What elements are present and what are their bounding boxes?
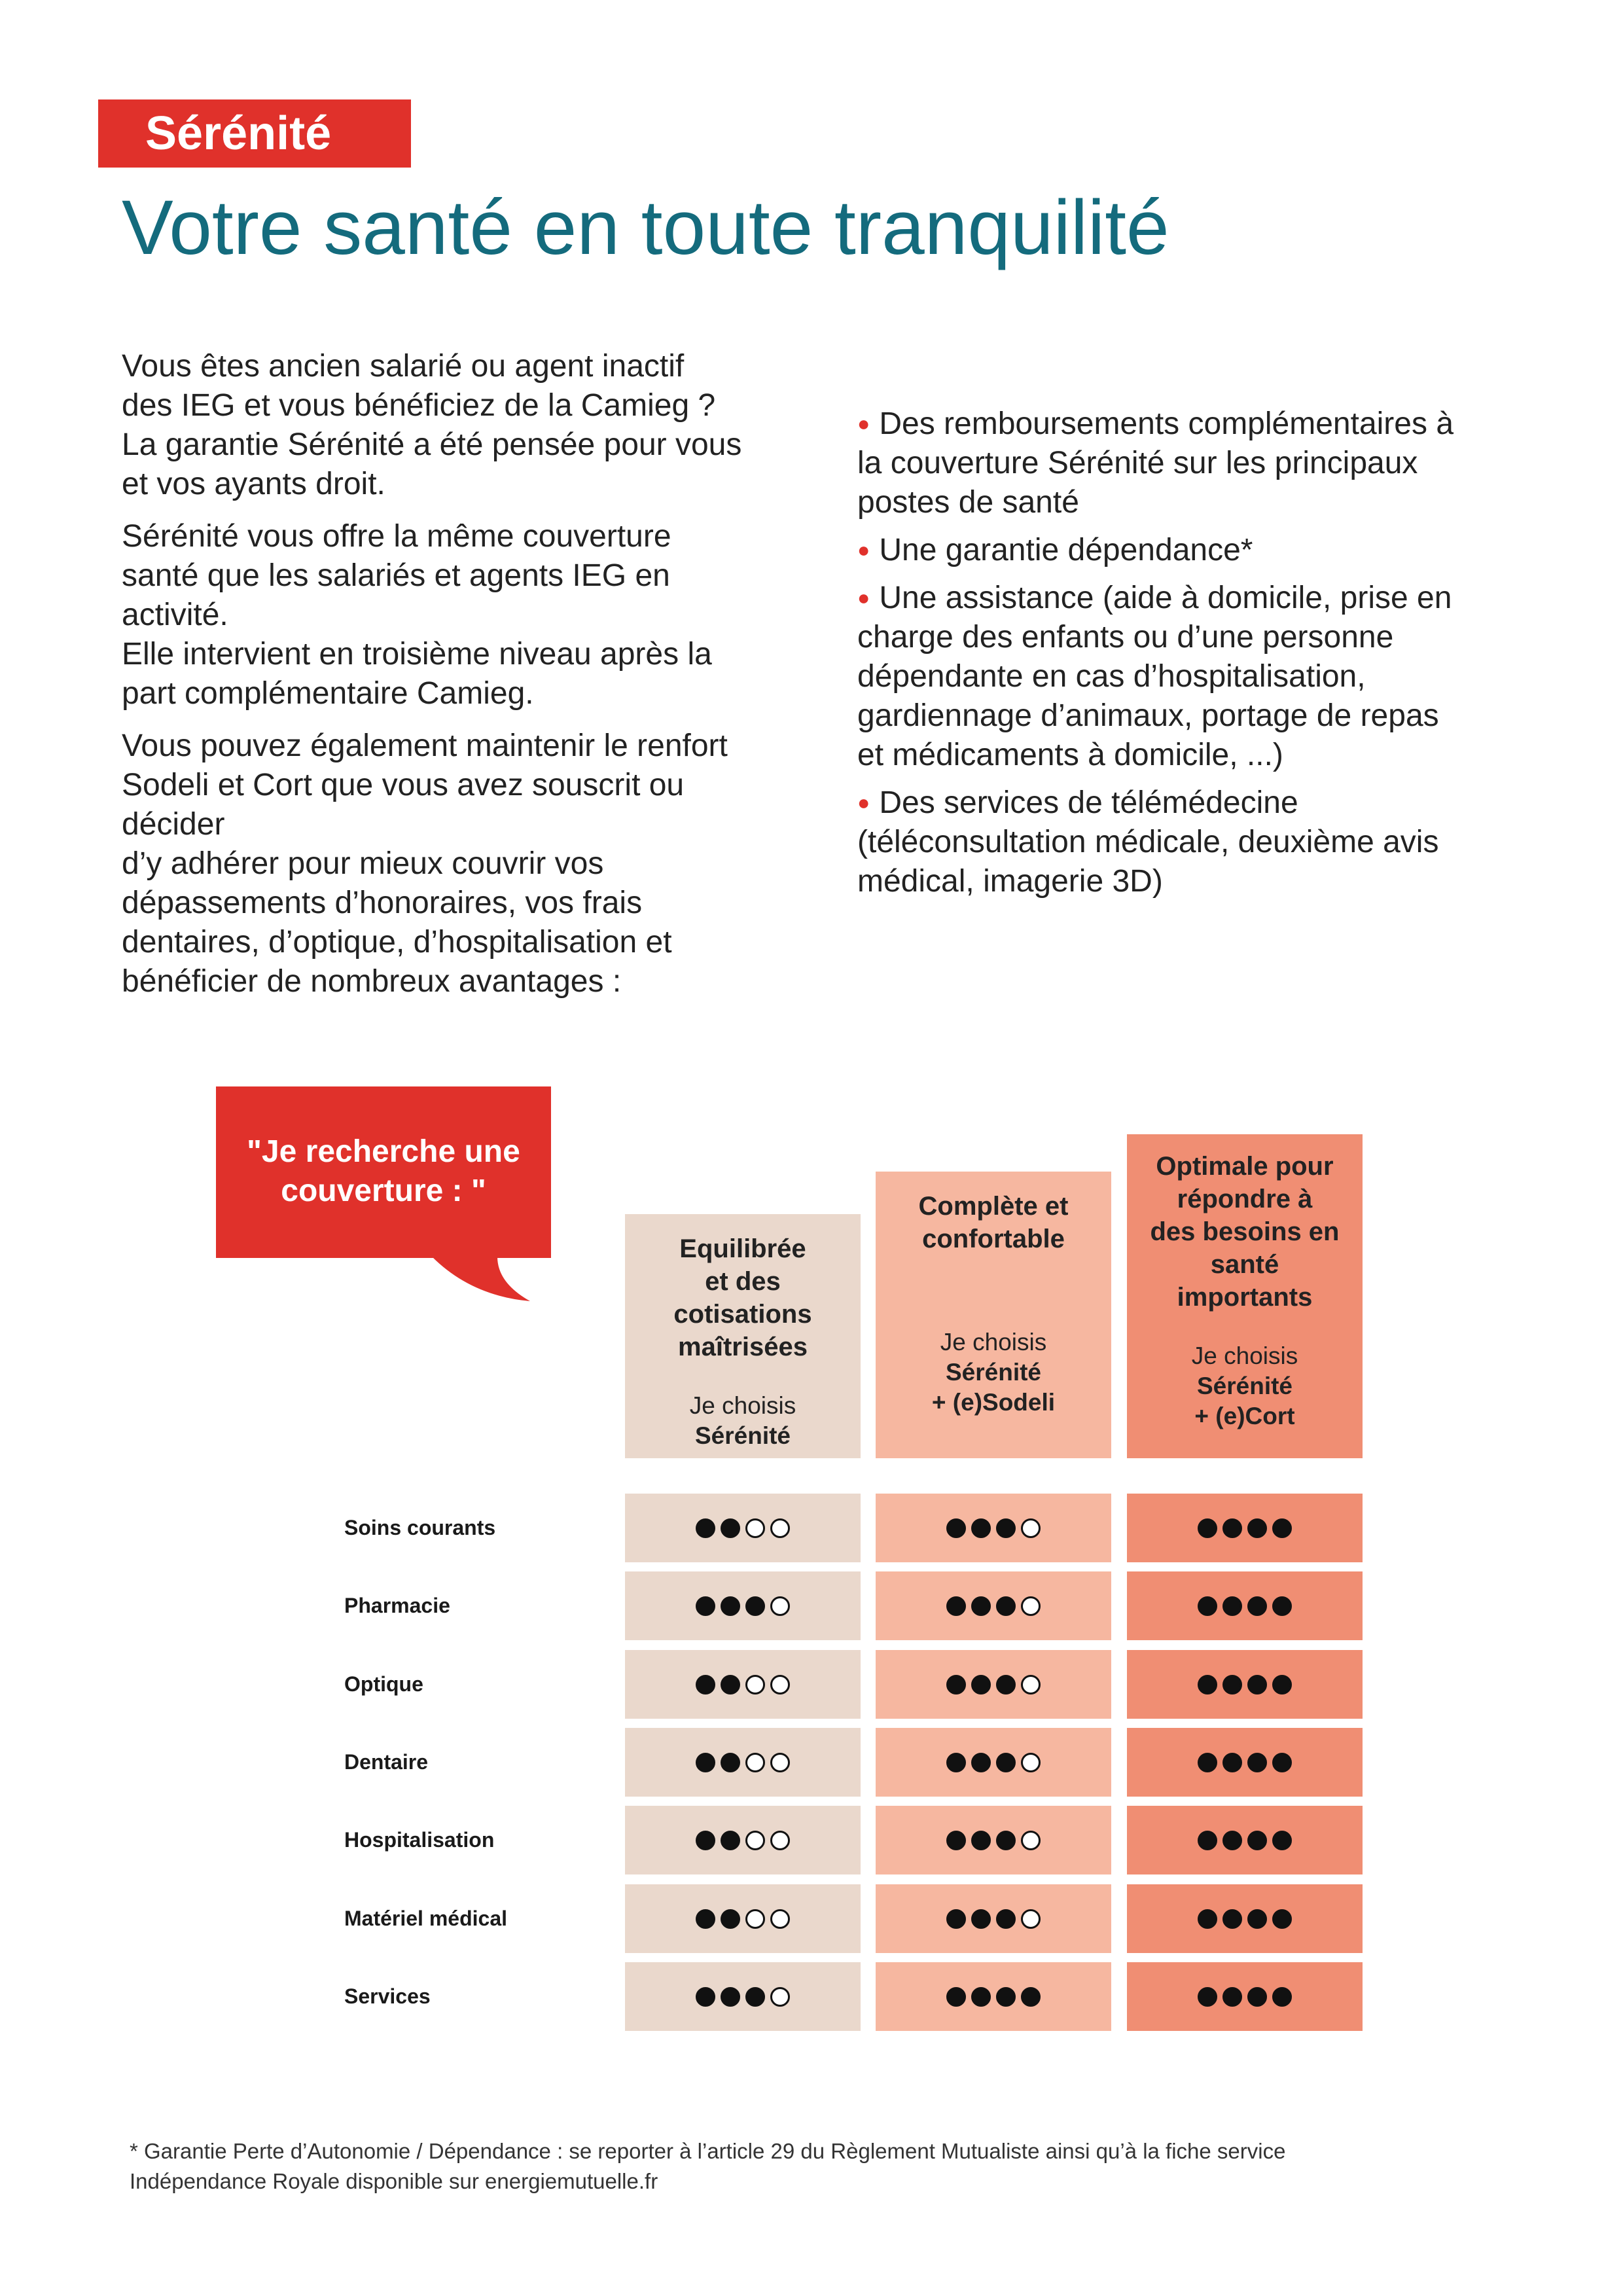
filled-dot-icon — [745, 1987, 765, 2007]
filled-dot-icon — [1247, 1518, 1267, 1538]
rating-cell — [876, 1884, 1111, 1953]
intro-line: d’y adhérer pour mieux couvrir vos — [122, 846, 604, 881]
filled-dot-icon — [1198, 1675, 1217, 1695]
filled-dot-icon — [946, 1518, 966, 1538]
bullet-dot-icon: ● — [857, 538, 870, 562]
intro-line: activité. — [122, 598, 228, 632]
filled-dot-icon — [721, 1831, 740, 1850]
plan-spacer — [625, 1363, 861, 1391]
filled-dot-icon — [1272, 1987, 1292, 2007]
filled-dot-icon — [1198, 1596, 1217, 1616]
benefit-item — [857, 404, 1512, 522]
empty-dot-icon — [770, 1753, 790, 1772]
filled-dot-icon — [1247, 1909, 1267, 1929]
plan-name-line: confortable — [922, 1225, 1065, 1253]
intro-line: Sodeli et Cort que vous avez souscrit ou — [122, 768, 685, 802]
empty-dot-icon — [1021, 1675, 1041, 1695]
filled-dot-icon — [1247, 1596, 1267, 1616]
benefit-line: Des remboursements complémentaires à — [879, 406, 1454, 441]
speech-bubble — [216, 1086, 551, 1258]
filled-dot-icon — [996, 1596, 1016, 1616]
benefit-item — [857, 530, 1512, 570]
filled-dot-icon — [1198, 1987, 1217, 2007]
filled-dot-icon — [696, 1518, 715, 1538]
filled-dot-icon — [721, 1987, 740, 2007]
filled-dot-icon — [946, 1909, 966, 1929]
row-label: Dentaire — [344, 1750, 429, 1774]
rating-cell — [1127, 1571, 1363, 1640]
filled-dot-icon — [1222, 1987, 1242, 2007]
plan-choose-label: Je choisis — [1191, 1342, 1298, 1369]
filled-dot-icon — [946, 1596, 966, 1616]
benefit-item — [857, 783, 1512, 901]
empty-dot-icon — [770, 1675, 790, 1695]
bubble-line: "Je recherche une — [247, 1134, 520, 1169]
intro-line: santé que les salariés et agents IEG en — [122, 558, 670, 593]
intro-line: dentaires, d’optique, d’hospitalisation et — [122, 925, 672, 960]
filled-dot-icon — [696, 1909, 715, 1929]
intro-text — [122, 347, 809, 1014]
rating-cell — [1127, 1884, 1363, 1953]
bubble-line: couverture : " — [281, 1174, 486, 1208]
empty-dot-icon — [745, 1675, 765, 1695]
rating-cell — [876, 1728, 1111, 1797]
plan-spacer — [876, 1255, 1111, 1327]
row-label: Pharmacie — [344, 1594, 450, 1617]
filled-dot-icon — [1247, 1987, 1267, 2007]
plan-name-line: Equilibrée — [679, 1234, 806, 1263]
footnote-line: Indépendance Royale disponible sur energiemutuelle.fr — [130, 2169, 658, 2193]
plan-name-line: Complète et — [918, 1192, 1069, 1221]
filled-dot-icon — [721, 1753, 740, 1772]
empty-dot-icon — [770, 1831, 790, 1850]
filled-dot-icon — [1222, 1909, 1242, 1929]
benefit-line: postes de santé — [857, 485, 1079, 520]
filled-dot-icon — [1272, 1831, 1292, 1850]
filled-dot-icon — [696, 1831, 715, 1850]
intro-line: Sérénité vous offre la même couverture — [122, 519, 671, 554]
filled-dot-icon — [1198, 1753, 1217, 1772]
rating-cell — [1127, 1494, 1363, 1562]
filled-dot-icon — [696, 1987, 715, 2007]
filled-dot-icon — [996, 1909, 1016, 1929]
bullet-dot-icon: ● — [857, 791, 870, 814]
benefit-first-line — [857, 404, 1512, 444]
plan-choose-label: Je choisis — [689, 1392, 796, 1419]
filled-dot-icon — [721, 1596, 740, 1616]
filled-dot-icon — [1222, 1675, 1242, 1695]
filled-dot-icon — [721, 1518, 740, 1538]
filled-dot-icon — [1198, 1831, 1217, 1850]
plan-name-line: importants — [1177, 1283, 1313, 1312]
filled-dot-icon — [1272, 1596, 1292, 1616]
filled-dot-icon — [996, 1987, 1016, 2007]
filled-dot-icon — [946, 1987, 966, 2007]
benefit-line: Une garantie dépendance* — [879, 533, 1253, 567]
benefit-item — [857, 578, 1512, 775]
benefit-first-line — [857, 530, 1512, 570]
intro-line: dépassements d’honoraires, vos frais — [122, 886, 643, 920]
plan-name-line: répondre à — [1177, 1185, 1313, 1213]
filled-dot-icon — [1272, 1518, 1292, 1538]
benefits-list — [857, 404, 1512, 909]
filled-dot-icon — [1222, 1753, 1242, 1772]
intro-line: décider — [122, 807, 225, 842]
intro-paragraph — [122, 726, 809, 1001]
filled-dot-icon — [696, 1596, 715, 1616]
rating-cell — [625, 1494, 861, 1562]
bullet-dot-icon: ● — [857, 586, 870, 609]
filled-dot-icon — [971, 1987, 991, 2007]
empty-dot-icon — [745, 1831, 765, 1850]
row-label: Hospitalisation — [344, 1828, 495, 1852]
page-title: Votre santé en toute tranquilité — [122, 185, 1169, 271]
row-label: Matériel médical — [344, 1907, 507, 1930]
benefit-first-line — [857, 783, 1512, 823]
filled-dot-icon — [1222, 1596, 1242, 1616]
filled-dot-icon — [946, 1675, 966, 1695]
filled-dot-icon — [971, 1675, 991, 1695]
plan-product-line: Sérénité — [945, 1359, 1041, 1386]
plan-name-line: Optimale pour — [1156, 1152, 1334, 1181]
intro-line: bénéficier de nombreux avantages : — [122, 964, 622, 999]
plan-product-line: + (e)Cort — [1194, 1403, 1295, 1429]
benefit-line: gardiennage d’animaux, portage de repas — [857, 698, 1439, 733]
benefit-line: médical, imagerie 3D) — [857, 864, 1163, 899]
intro-line: Vous pouvez également maintenir le renfort — [122, 728, 728, 763]
empty-dot-icon — [1021, 1596, 1041, 1616]
filled-dot-icon — [946, 1831, 966, 1850]
filled-dot-icon — [996, 1675, 1016, 1695]
rating-cell — [1127, 1728, 1363, 1797]
empty-dot-icon — [770, 1596, 790, 1616]
empty-dot-icon — [745, 1518, 765, 1538]
plan-choose-label: Je choisis — [940, 1329, 1047, 1355]
intro-line: Vous êtes ancien salarié ou agent inactif — [122, 349, 685, 384]
benefit-first-line — [857, 578, 1512, 618]
filled-dot-icon — [1247, 1753, 1267, 1772]
plan-name-line: et des — [705, 1267, 781, 1296]
rating-cell — [625, 1650, 861, 1719]
benefit-line: Une assistance (aide à domicile, prise en — [879, 581, 1452, 615]
filled-dot-icon — [946, 1753, 966, 1772]
rating-cell — [625, 1806, 861, 1874]
empty-dot-icon — [1021, 1909, 1041, 1929]
empty-dot-icon — [770, 1909, 790, 1929]
benefit-line: la couverture Sérénité sur les principaux — [857, 446, 1418, 480]
intro-paragraph — [122, 347, 809, 504]
filled-dot-icon — [745, 1596, 765, 1616]
filled-dot-icon — [971, 1753, 991, 1772]
benefit-line: Des services de télémédecine — [879, 785, 1298, 820]
filled-dot-icon — [1272, 1675, 1292, 1695]
empty-dot-icon — [745, 1909, 765, 1929]
filled-dot-icon — [1021, 1987, 1041, 2007]
plan-name-line: cotisations — [673, 1300, 812, 1329]
benefit-line: charge des enfants ou d’une personne — [857, 620, 1394, 655]
bullet-dot-icon: ● — [857, 412, 870, 435]
plan-product-line: + (e)Sodeli — [931, 1389, 1056, 1416]
plan-name-line: santé — [1210, 1250, 1279, 1279]
filled-dot-icon — [996, 1831, 1016, 1850]
intro-line: des IEG et vous bénéficiez de la Camieg ? — [122, 388, 716, 423]
filled-dot-icon — [1222, 1831, 1242, 1850]
rating-cell — [625, 1728, 861, 1797]
filled-dot-icon — [971, 1518, 991, 1538]
plan-product-line: Sérénité — [1196, 1372, 1293, 1399]
rating-cell — [1127, 1962, 1363, 2031]
row-label: Soins courants — [344, 1516, 496, 1539]
plan-header — [876, 1172, 1111, 1458]
filled-dot-icon — [1198, 1909, 1217, 1929]
rating-cell — [876, 1494, 1111, 1562]
empty-dot-icon — [1021, 1518, 1041, 1538]
empty-dot-icon — [770, 1987, 790, 2007]
filled-dot-icon — [1272, 1753, 1292, 1772]
intro-line: et vos ayants droit. — [122, 467, 385, 501]
empty-dot-icon — [1021, 1753, 1041, 1772]
filled-dot-icon — [721, 1909, 740, 1929]
rating-cell — [876, 1571, 1111, 1640]
footnote-line: * Garantie Perte d’Autonomie / Dépendance : se reporter à l’article 29 du Règlement Mutualiste ainsi qu’à la fiche service — [130, 2139, 1286, 2163]
intro-paragraph — [122, 517, 809, 713]
plan-header — [1127, 1134, 1363, 1458]
filled-dot-icon — [696, 1675, 715, 1695]
rating-cell — [876, 1806, 1111, 1874]
filled-dot-icon — [971, 1596, 991, 1616]
filled-dot-icon — [971, 1909, 991, 1929]
filled-dot-icon — [1272, 1909, 1292, 1929]
intro-line: Elle intervient en troisième niveau après la — [122, 637, 712, 672]
row-label: Services — [344, 1984, 431, 2008]
benefit-line: dépendante en cas d’hospitalisation, — [857, 659, 1366, 694]
intro-line: part complémentaire Camieg. — [122, 676, 534, 711]
rating-cell — [625, 1571, 861, 1640]
benefit-line: (téléconsultation médicale, deuxième avis — [857, 825, 1439, 859]
benefit-line: et médicaments à domicile, ...) — [857, 738, 1283, 772]
filled-dot-icon — [1222, 1518, 1242, 1538]
filled-dot-icon — [1247, 1831, 1267, 1850]
plan-product-line: Sérénité — [694, 1422, 791, 1449]
section-tag: Sérénité — [98, 99, 411, 168]
filled-dot-icon — [721, 1675, 740, 1695]
filled-dot-icon — [1198, 1518, 1217, 1538]
filled-dot-icon — [996, 1518, 1016, 1538]
rating-cell — [876, 1962, 1111, 2031]
filled-dot-icon — [1247, 1675, 1267, 1695]
speech-bubble-tail-icon — [419, 1257, 530, 1302]
filled-dot-icon — [971, 1831, 991, 1850]
filled-dot-icon — [696, 1753, 715, 1772]
footnote — [130, 2136, 1537, 2197]
row-label: Optique — [344, 1672, 423, 1696]
empty-dot-icon — [1021, 1831, 1041, 1850]
rating-cell — [876, 1650, 1111, 1719]
empty-dot-icon — [770, 1518, 790, 1538]
rating-cell — [1127, 1806, 1363, 1874]
intro-line: La garantie Sérénité a été pensée pour vous — [122, 427, 742, 462]
rating-cell — [625, 1962, 861, 2031]
rating-cell — [625, 1884, 861, 1953]
plan-header — [625, 1214, 861, 1458]
plan-name-line: des besoins en — [1150, 1217, 1340, 1246]
plan-spacer — [1127, 1314, 1363, 1341]
filled-dot-icon — [996, 1753, 1016, 1772]
rating-cell — [1127, 1650, 1363, 1719]
plan-name-line: maîtrisées — [678, 1333, 808, 1361]
empty-dot-icon — [745, 1753, 765, 1772]
